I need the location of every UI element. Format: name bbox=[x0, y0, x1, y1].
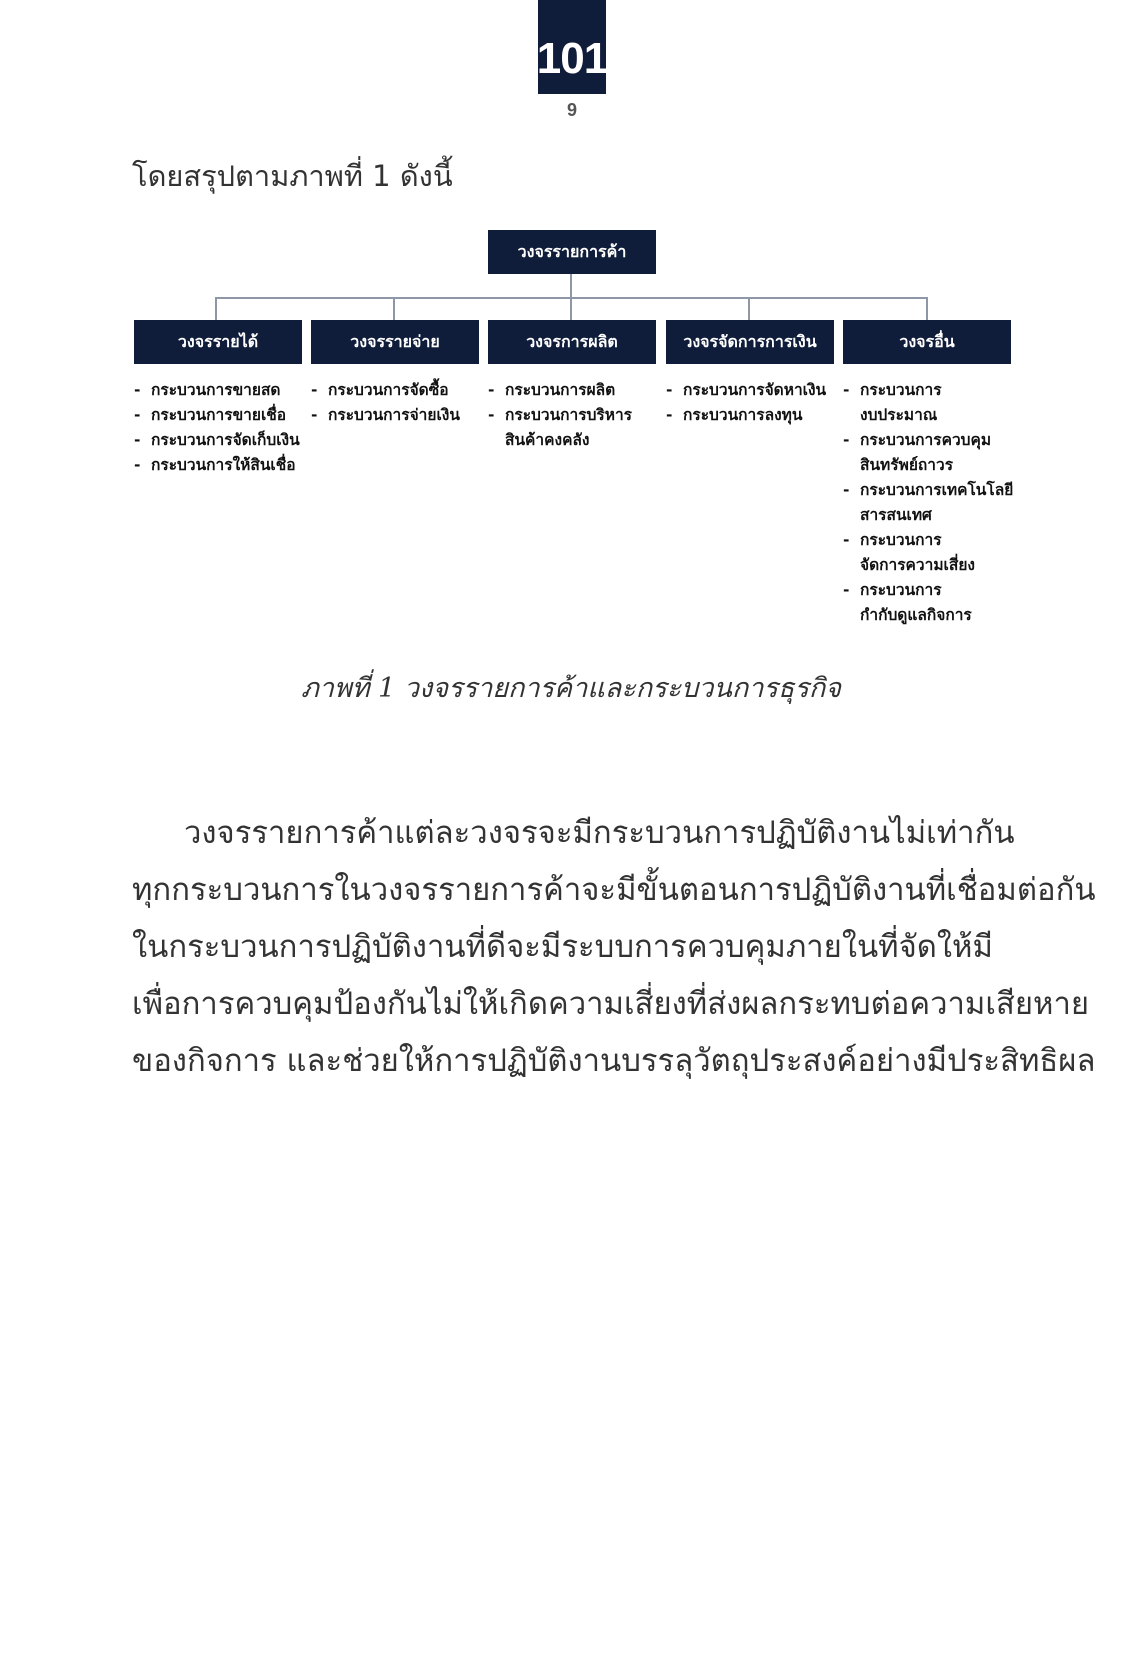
process-item bbox=[134, 453, 300, 478]
process-item bbox=[488, 378, 632, 403]
process-item bbox=[311, 403, 460, 428]
process-label-cont: จัดการความเสี่ยง bbox=[860, 556, 975, 574]
page-badge: 101 bbox=[538, 0, 606, 94]
process-item bbox=[843, 378, 1013, 428]
figure-caption: ภาพที่ 1 วงจรรายการค้าและกระบวนการธุรกิจ bbox=[301, 673, 841, 704]
process-label: - กระบวนการขายสด bbox=[151, 381, 281, 399]
paragraph-line: ในกระบวนการปฏิบัติงานที่ดีจะมีระบบการควบคุมภายในที่จัดให้มี bbox=[132, 929, 993, 965]
process-item bbox=[311, 378, 460, 403]
paragraph-line: ของกิจการ และช่วยให้การปฏิบัติงานบรรลุวัตถุประสงค์อย่างมีประสิทธิผล bbox=[132, 1043, 1096, 1079]
paragraph-line: เพื่อการควบคุมป้องกันไม่ให้เกิดความเสี่ยงที่ส่งผลกระทบต่อความเสียหาย bbox=[132, 986, 1090, 1022]
process-label: - กระบวนการจัดซื้อ bbox=[328, 381, 449, 399]
process-item bbox=[488, 403, 632, 453]
process-label-cont: สินค้าคงคลัง bbox=[505, 431, 590, 449]
process-item bbox=[666, 403, 826, 428]
process-list-expenditure bbox=[311, 378, 460, 428]
cycle-node-production: วงจรการผลิต bbox=[488, 320, 656, 364]
process-item bbox=[134, 428, 300, 453]
process-label: - กระบวนการควบคุม bbox=[860, 431, 992, 449]
process-label-cont: กำกับดูแลกิจการ bbox=[860, 606, 972, 624]
branch-connector bbox=[393, 297, 395, 320]
process-item bbox=[134, 378, 300, 403]
process-item bbox=[843, 578, 1013, 628]
cycle-node-revenue: วงจรรายได้ bbox=[134, 320, 302, 364]
root-node: วงจรรายการค้า bbox=[488, 230, 656, 274]
paragraph-line: วงจรรายการค้าแต่ละวงจรจะมีกระบวนการปฏิบัติงานไม่เท่ากัน bbox=[184, 815, 1015, 851]
cycle-node-finance: วงจรจัดการการเงิน bbox=[666, 320, 834, 364]
process-label-cont: สารสนเทศ bbox=[860, 506, 932, 524]
process-list-other bbox=[843, 378, 1013, 628]
process-item bbox=[843, 528, 1013, 578]
cycle-node-other: วงจรอื่น bbox=[843, 320, 1011, 364]
intro-text: โดยสรุปตามภาพที่ 1 ดังนี้ bbox=[132, 159, 453, 193]
body-paragraph bbox=[132, 805, 1096, 1090]
process-label: - กระบวนการเทคโนโลยี bbox=[860, 481, 1014, 499]
process-label: - กระบวนการจัดเก็บเงิน bbox=[151, 431, 300, 449]
process-label-cont: สินทรัพย์ถาวร bbox=[860, 456, 954, 474]
branch-connector bbox=[748, 297, 750, 320]
process-label: - กระบวนการผลิต bbox=[505, 381, 616, 399]
process-label: - กระบวนการ bbox=[860, 531, 942, 549]
process-item bbox=[666, 378, 826, 403]
process-label: - กระบวนการขายเชื่อ bbox=[151, 406, 287, 424]
process-item bbox=[843, 478, 1013, 528]
process-list-production bbox=[488, 378, 632, 453]
process-label: - กระบวนการจ่ายเงิน bbox=[328, 406, 460, 424]
process-label: - กระบวนการ bbox=[860, 581, 942, 599]
paragraph-line: ทุกกระบวนการในวงจรรายการค้าจะมีขั้นตอนการปฏิบัติงานที่เชื่อมต่อกัน bbox=[132, 872, 1096, 908]
root-connector bbox=[570, 274, 572, 298]
process-list-revenue bbox=[134, 378, 300, 478]
branch-connector bbox=[926, 297, 928, 320]
branch-connector bbox=[215, 297, 217, 320]
process-label: - กระบวนการลงทุน bbox=[683, 406, 803, 424]
cycle-node-expenditure: วงจรรายจ่าย bbox=[311, 320, 479, 364]
process-label: - กระบวนการบริหาร bbox=[505, 406, 632, 424]
process-label: - กระบวนการ bbox=[860, 381, 942, 399]
process-list-finance bbox=[666, 378, 826, 428]
page-number: 9 bbox=[566, 100, 577, 120]
process-label: - กระบวนการจัดหาเงิน bbox=[683, 381, 827, 399]
process-label-cont: งบประมาณ bbox=[860, 406, 938, 424]
process-item bbox=[843, 428, 1013, 478]
process-item bbox=[134, 403, 300, 428]
process-label: - กระบวนการให้สินเชื่อ bbox=[151, 456, 296, 474]
branch-connector bbox=[570, 297, 572, 320]
